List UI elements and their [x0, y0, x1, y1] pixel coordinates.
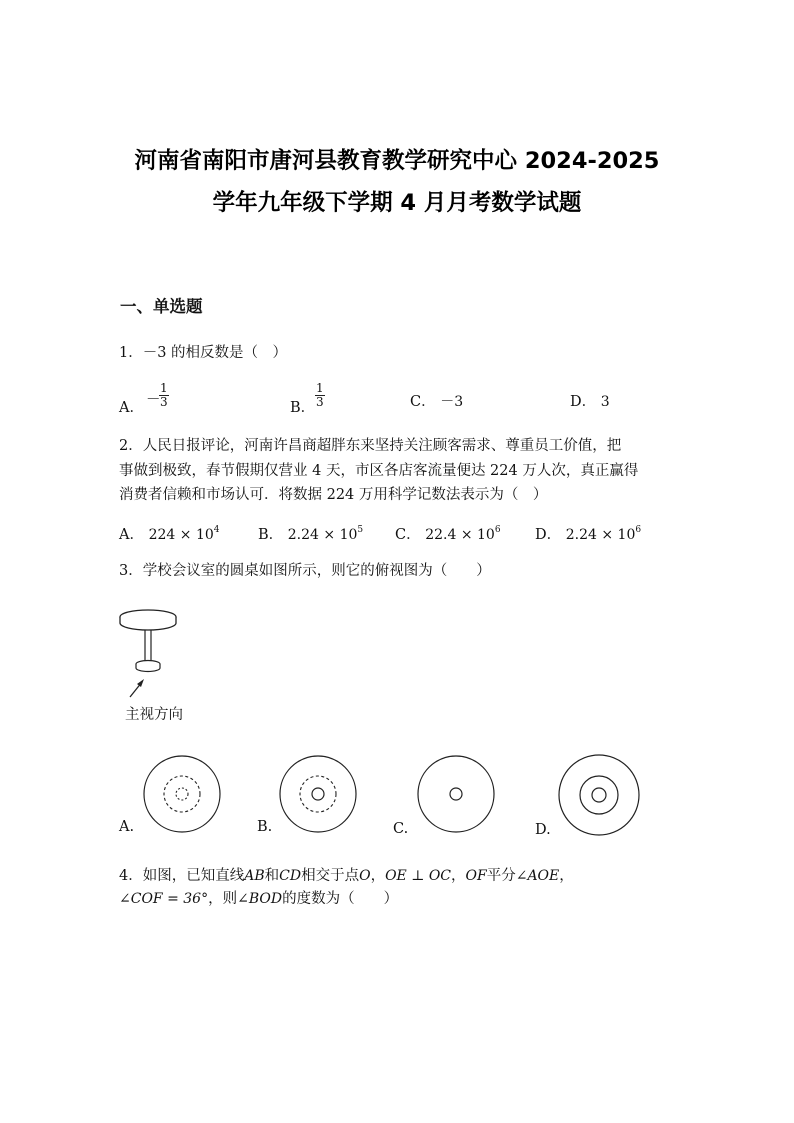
option-d-outer-circle: [559, 755, 639, 835]
option-b-middle-circle: [300, 776, 336, 812]
option-base: 22.4 × 10: [425, 527, 495, 543]
question-3-option-d-label: D.: [535, 822, 551, 838]
option-label: A．: [119, 400, 144, 416]
option-c-outer-circle: [418, 756, 494, 832]
question-3-option-c-label: C.: [393, 821, 409, 837]
option-exponent: 5: [357, 525, 364, 535]
option-c-inner-circle: [450, 788, 462, 800]
exam-title-line-2: 学年九年级下学期 4 月月考数学试题: [212, 190, 582, 216]
question-3-option-b-label: B.: [257, 819, 273, 835]
question-2-line-3: 消费者信赖和市场认可．将数据 224 万用科学记数法表示为（ ）: [119, 487, 548, 503]
option-label: A．: [119, 527, 144, 543]
angle-bod: ∠BOD: [237, 891, 283, 907]
question-2-line-1: 2．人民日报评论，河南许昌商超胖东来坚持关注顾客需求、尊重员工价值，把: [119, 438, 622, 454]
option-label: B．: [258, 527, 284, 543]
option-exponent: 4: [213, 525, 220, 535]
fraction-numerator: 1: [160, 381, 168, 395]
option-label: C．: [410, 394, 436, 410]
option-label: B．: [290, 400, 316, 416]
option-d-inner-circle: [592, 788, 606, 802]
text-segment: ，: [370, 868, 386, 884]
text-segment: 相交于点: [301, 868, 360, 884]
question-4-line-2: [119, 887, 398, 911]
text-segment: ，: [559, 868, 574, 884]
line-ab: AB: [244, 868, 265, 884]
option-base: 2.24 × 10: [287, 527, 358, 543]
view-direction-arrow-head: [137, 679, 144, 687]
option-a-middle-circle: [164, 776, 200, 812]
text-segment: 4．如图，已知直线: [119, 868, 245, 884]
tabletop-edge: [120, 617, 176, 630]
option-label: D．: [570, 394, 597, 410]
question-2-line-2: 事做到极致，春节假期仅营业 4 天，市区各店客流量便达 224 万人次，真正赢得: [119, 463, 639, 479]
option-a-inner-circle: [176, 788, 188, 800]
text-segment: 的度数为（ ）: [282, 891, 399, 907]
view-direction-caption: 主视方向: [125, 707, 183, 723]
text-segment: 和: [264, 868, 280, 884]
option-b-outer-circle: [280, 756, 356, 832]
question-3-stem: 3．学校会议室的圆桌如图所示，则它的俯视图为（ ）: [119, 563, 491, 579]
table-base-edge: [136, 664, 160, 672]
option-value: －3: [440, 394, 464, 410]
text-segment: ，则: [208, 891, 238, 907]
question-1-stem: 1．－3 的相反数是（ ）: [119, 345, 288, 361]
option-base: 224 × 10: [148, 527, 214, 543]
option-label: D．: [535, 527, 562, 543]
text-segment: ，: [451, 868, 466, 884]
negative-sign: －: [146, 392, 161, 408]
option-exponent: 6: [494, 525, 501, 535]
fraction-denominator: 3: [160, 395, 168, 409]
perpendicular-relation: OE ⊥ OC: [385, 868, 452, 884]
section-heading: 一、单选题: [120, 297, 203, 316]
exam-title-line-1: 河南省南阳市唐河县教育教学研究中心 2024-2025: [134, 148, 660, 174]
question-3-option-a-label: A.: [119, 819, 135, 835]
angle-cof-value: ∠COF = 36°: [119, 891, 209, 907]
line-cd: CD: [279, 868, 302, 884]
option-label: C．: [395, 527, 421, 543]
text-segment: 平分: [486, 868, 516, 884]
option-b-inner-circle: [312, 788, 324, 800]
fraction-denominator: 3: [316, 395, 324, 409]
angle-aoe: ∠AOE: [515, 868, 560, 884]
option-base: 2.24 × 10: [565, 527, 636, 543]
option-a-outer-circle: [144, 756, 220, 832]
option-d-middle-circle: [580, 776, 618, 814]
option-exponent: 6: [635, 525, 642, 535]
option-value: 3: [600, 394, 610, 410]
fraction-numerator: 1: [316, 381, 324, 395]
ray-of: OF: [465, 868, 487, 884]
question-4-line-1: [119, 864, 574, 888]
point-o: O: [359, 868, 371, 884]
